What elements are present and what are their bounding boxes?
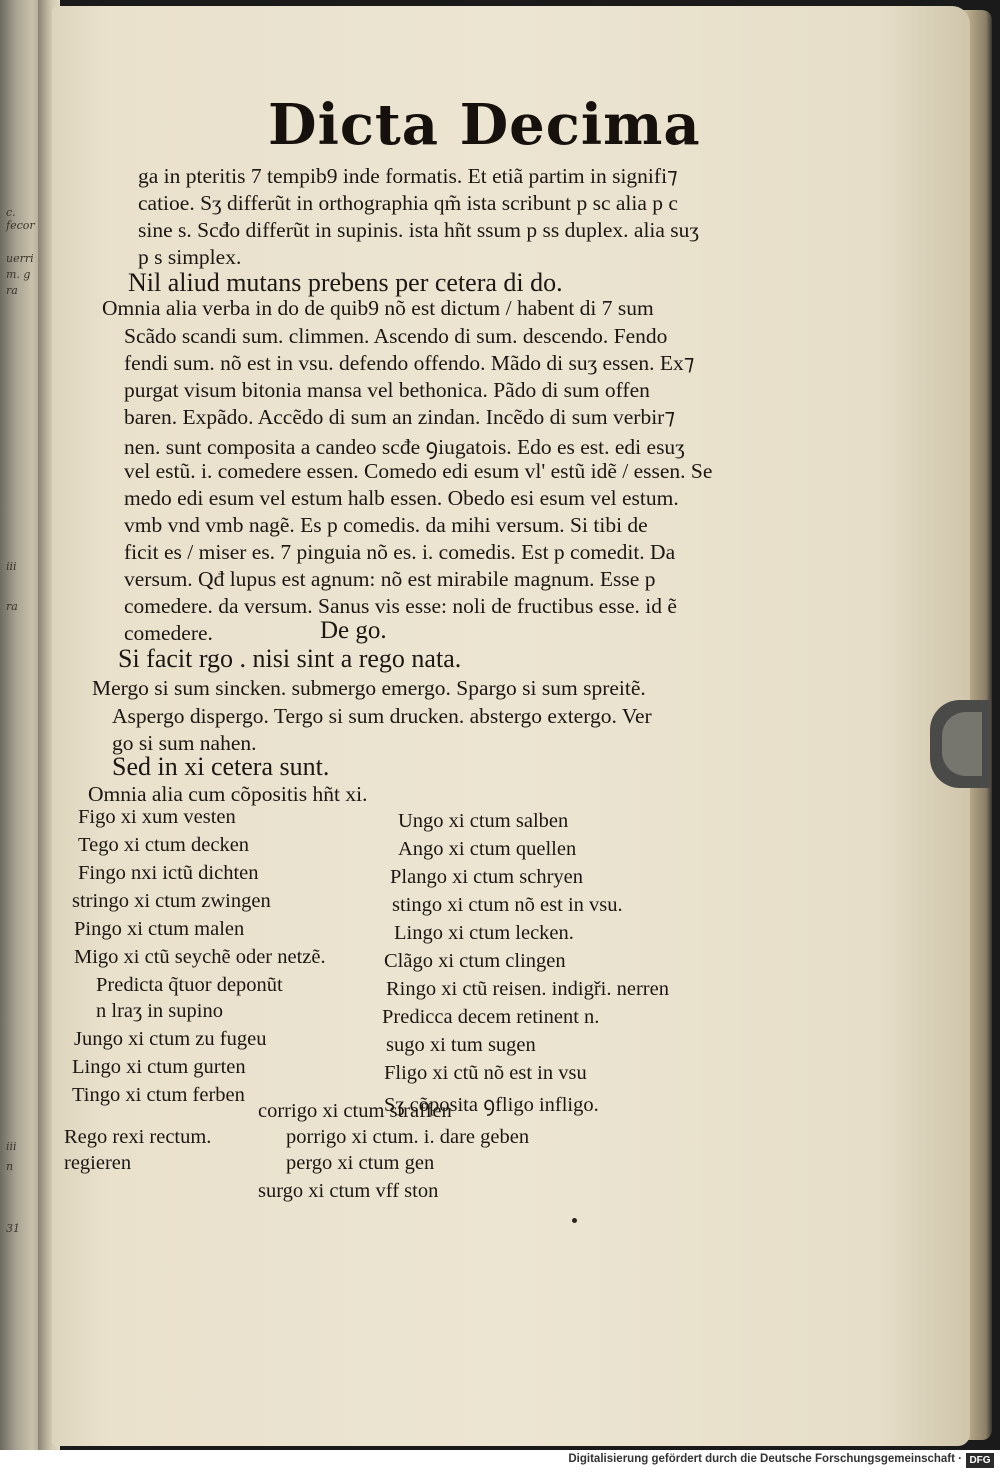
column-left-line: Migo xi ctũ seychẽ oder netzẽ. bbox=[74, 946, 326, 968]
verse-rule: Sed in xi cetera sunt. bbox=[112, 752, 330, 781]
verse-rule: Nil aliud mutans prebens per cetera di do. bbox=[128, 268, 563, 297]
text-line: Scãdo scandi sum. climmen. Ascendo di sum. descendo. Fendo bbox=[124, 324, 668, 348]
column-right-line: Predicca decem retinent n. bbox=[382, 1006, 600, 1028]
column-left-line: Pingo xi ctum malen bbox=[74, 918, 245, 940]
bottom-right-line: corrigo xi ctum straffen bbox=[258, 1100, 452, 1122]
text-line: purgat visum bitonia mansa vel bethonica. Pãdo di sum offen bbox=[124, 378, 650, 402]
left-page-fragment: iii bbox=[6, 1140, 17, 1153]
column-left-line: Tego xi ctum decken bbox=[78, 834, 250, 856]
text-line: baren. Expãdo. Accẽdo di sum an zindan. Incẽdo di sum verbir⁊ bbox=[124, 405, 676, 429]
column-left-line: Predicta q̃tuor deponũt bbox=[96, 974, 283, 996]
bottom-left-line: regieren bbox=[64, 1152, 132, 1174]
text-line: comedere. bbox=[124, 621, 213, 645]
dfg-logo-icon: DFG bbox=[966, 1453, 994, 1468]
text-line: fendi sum. nõ est in vsu. defendo offendo. Mãdo di suʒ essen. Ex⁊ bbox=[124, 351, 695, 375]
left-page-edge bbox=[0, 0, 40, 1450]
bottom-right-line: porrigo xi ctum. i. dare geben bbox=[286, 1126, 530, 1148]
running-title: Dicta Decima bbox=[268, 92, 701, 158]
text-line: nen. sunt composita a candeo scđe ꝯiugatois. Edo es est. edi esuʒ bbox=[124, 435, 685, 459]
column-left-line: Jungo xi ctum zu fugeu bbox=[74, 1028, 267, 1050]
text-line: ficit es / miser es. 7 pinguia nõ es. i. comedis. Est p comedit. Da bbox=[124, 540, 676, 564]
footer-credit: Digitalisierung gefördert durch die Deutsche Forschungsgemeinschaft · bbox=[568, 1453, 962, 1465]
column-right-line: Lingo xi ctum lecken. bbox=[394, 922, 574, 944]
column-left-line: n lraʒ in supino bbox=[96, 1000, 223, 1022]
text-line: go si sum nahen. bbox=[112, 731, 257, 755]
text-line: medo edi esum vel estum halb essen. Obedo esi esum vel estum. bbox=[124, 486, 679, 510]
left-page-fragment: ra bbox=[6, 600, 18, 613]
text-line: Omnia alia verba in do de quib9 nõ est dictum / habent di 7 sum bbox=[102, 296, 654, 320]
bottom-right-line: pergo xi ctum gen bbox=[286, 1152, 435, 1174]
text-line: vel estũ. i. comedere essen. Comedo edi esum vl' estũ idẽ / essen. Se bbox=[124, 459, 713, 483]
column-left-line: Tingo xi ctum ferben bbox=[72, 1084, 245, 1106]
column-right-line: Sʒ cõposita ꝯfligo infligo. bbox=[384, 1094, 599, 1116]
left-page-fragment: m. g bbox=[6, 268, 31, 281]
left-page-fragment: 31 bbox=[6, 1222, 20, 1235]
text-line: comedere. da versum. Sanus vis esse: noli de fructibus esse. id ẽ bbox=[124, 594, 677, 618]
text-line: versum. Qđ lupus est agnum: nõ est mirabile magnum. Esse p bbox=[124, 567, 656, 591]
text-line: vmb vnd vmb nagẽ. Es p comedis. da mihi versum. Si tibi de bbox=[124, 513, 648, 537]
text-line: p s simplex. bbox=[138, 245, 242, 269]
left-page-fragment: uerri bbox=[6, 252, 34, 265]
left-page-fragment: c. fecor bbox=[6, 206, 35, 232]
text-line: ga in pteritis 7 tempib9 inde formatis. Et etiã partim in signifi⁊ bbox=[138, 164, 678, 188]
left-page-fragment: ra bbox=[6, 284, 18, 297]
verse-rule: Si facit rgo . nisi sint a rego nata. bbox=[118, 644, 462, 673]
footer-bar bbox=[0, 1450, 1000, 1472]
column-left-line: Figo xi xum vesten bbox=[78, 806, 236, 828]
column-left-line: Fingo nxi ictũ dichten bbox=[78, 862, 259, 884]
ink-dot bbox=[572, 1218, 577, 1223]
column-left-line: stringo xi ctum zwingen bbox=[72, 890, 271, 912]
column-right-line: sugo xi tum sugen bbox=[386, 1034, 536, 1056]
bottom-left-line: Rego rexi rectum. bbox=[64, 1126, 212, 1148]
text-line: sine s. Scđo differũt in supinis. ista hñt ssum p ss duplex. alia suʒ bbox=[138, 218, 699, 242]
column-right-line: Fligo xi ctũ nõ est in vsu bbox=[384, 1062, 587, 1084]
page-clip-inner bbox=[942, 712, 982, 776]
text-line: catioe. Sʒ differũt in orthographia qm̃ ista scribunt p sc alia p c bbox=[138, 191, 678, 215]
text-line: Mergo si sum sincken. submergo emergo. Spargo si sum spreitẽ. bbox=[92, 676, 646, 700]
column-right-line: Plango xi ctum schryen bbox=[390, 866, 584, 888]
section-heading: De go. bbox=[320, 617, 387, 644]
column-right-line: Clãgo xi ctum clingen bbox=[384, 950, 566, 972]
left-page-fragment: iii bbox=[6, 560, 17, 573]
text-line: Omnia alia cum cõpositis hñt xi. bbox=[88, 782, 368, 806]
left-page-fragment: n bbox=[6, 1160, 14, 1173]
text-line: Aspergo dispergo. Tergo si sum drucken. abstergo extergo. Ver bbox=[112, 704, 652, 728]
column-right-line: Ungo xi ctum salben bbox=[398, 810, 569, 832]
column-left-line: Lingo xi ctum gurten bbox=[72, 1056, 246, 1078]
column-right-line: Ango xi ctum quellen bbox=[398, 838, 577, 860]
bottom-right-line: surgo xi ctum vff ston bbox=[258, 1180, 439, 1202]
column-right-line: Ringo xi ctũ reisen. indigři. nerren bbox=[386, 978, 669, 1000]
column-right-line: stingo xi ctum nõ est in vsu. bbox=[392, 894, 623, 916]
